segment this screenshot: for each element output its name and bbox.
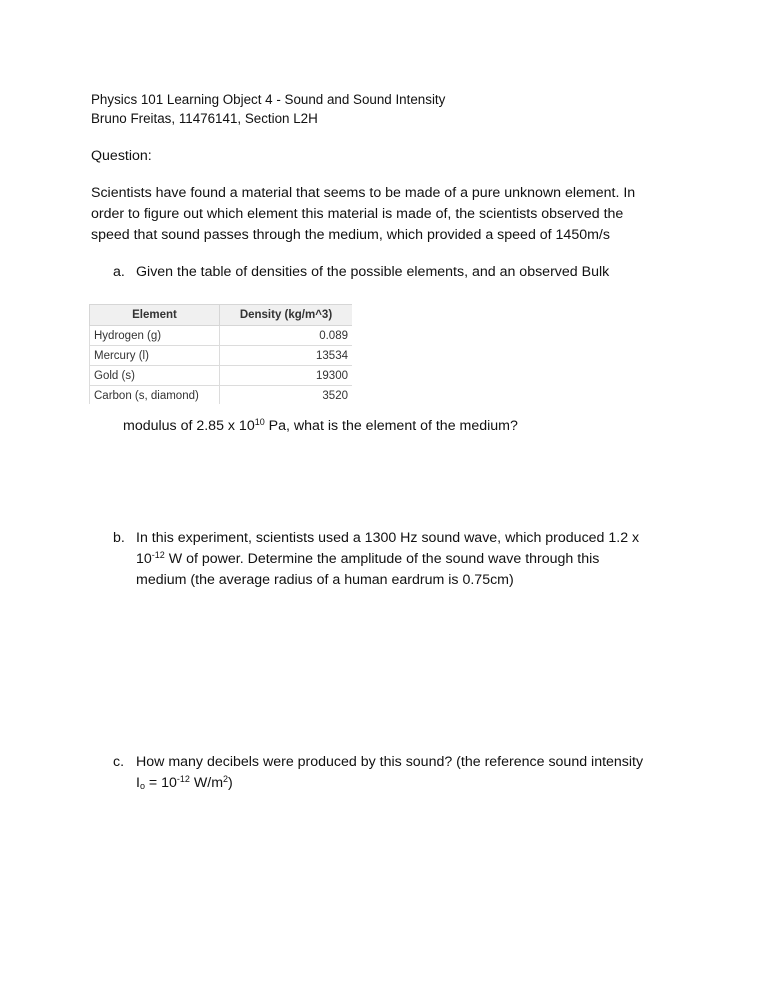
part-c-I: I [136, 775, 140, 791]
part-a-cont-post: Pa, what is the element of the medium? [264, 418, 518, 434]
part-b-base: 10 [136, 551, 152, 567]
part-c-unit: W/m [189, 775, 224, 791]
part-a-cont-pre: modulus of 2.85 x 10 [123, 418, 255, 434]
element-cell: Hydrogen (g) [90, 326, 220, 346]
density-table [89, 304, 352, 404]
density-cell: 0.089 [220, 326, 353, 346]
element-cell: Gold (s) [90, 366, 220, 386]
part-a-marker: a. [113, 264, 125, 280]
part-b-marker: b. [113, 530, 125, 546]
part-b-line-1: In this experiment, scientists used a 1300 Hz sound wave, which produced 1.2 x [136, 530, 640, 546]
table-row [90, 386, 353, 405]
intro-line-2: order to figure out which element this material is made of, the scientists observed the [91, 206, 624, 222]
part-c-unit-exponent: 2 [223, 774, 229, 784]
author-line: Bruno Freitas, 11476141, Section L2H [91, 111, 318, 126]
table-row [90, 366, 353, 386]
intro-line-1: Scientists have found a material that seems to be made of a pure unknown element. In [91, 185, 636, 201]
part-c-sub: o [139, 781, 145, 791]
table-header-element: Element [90, 305, 220, 326]
density-table-image [89, 304, 352, 404]
part-c-exponent: -12 [176, 774, 190, 784]
intro-line-3: speed that sound passes through the medium, which provided a speed of 1450m/s [91, 227, 610, 243]
part-c-marker: c. [113, 754, 125, 770]
table-row [90, 326, 353, 346]
element-cell: Carbon (s, diamond) [90, 386, 220, 405]
table-row [90, 346, 353, 366]
density-cell: 13534 [220, 346, 353, 366]
question-label: Question: [91, 148, 152, 164]
element-cell: Mercury (l) [90, 346, 220, 366]
part-a-exponent: 10 [254, 417, 265, 427]
part-b-line-3: medium (the average radius of a human eardrum is 0.75cm) [136, 572, 514, 588]
part-c-end: ) [228, 775, 233, 791]
density-cell: 19300 [220, 366, 353, 386]
part-b-exponent: -12 [151, 550, 165, 560]
part-b-line-2 [136, 549, 599, 570]
part-c-line-2 [136, 773, 233, 794]
part-a-text: Given the table of densities of the possible elements, and an observed Bulk [136, 264, 610, 280]
table-header-density: Density (kg/m^3) [220, 305, 353, 326]
part-b-line-2-text: W of power. Determine the amplitude of the sound wave through this [164, 551, 600, 567]
density-cell: 3520 [220, 386, 353, 405]
document-title: Physics 101 Learning Object 4 - Sound and Sound Intensity [91, 92, 446, 107]
part-c-line-1: How many decibels were produced by this sound? (the reference sound intensity [136, 754, 644, 770]
part-c-mid: = 10 [144, 775, 177, 791]
table-header-row [90, 305, 353, 326]
part-a-continuation [123, 416, 518, 437]
